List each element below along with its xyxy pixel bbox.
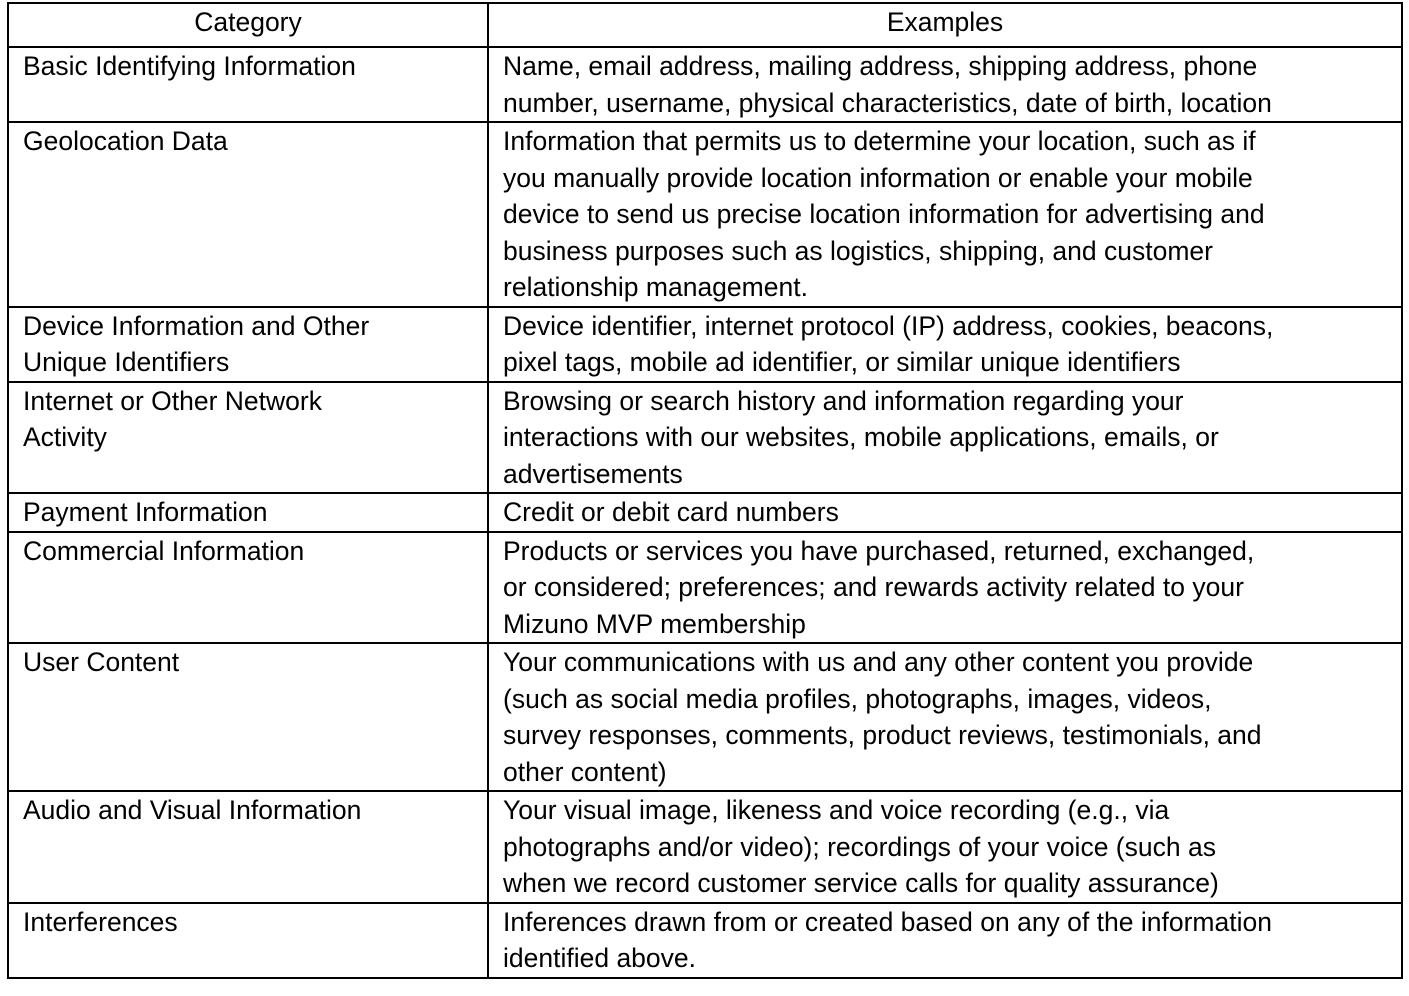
category-cell: Device Information and Other Unique Identifiers — [8, 307, 488, 382]
table-row — [8, 903, 1402, 978]
category-cell: Basic Identifying Information — [8, 47, 488, 122]
examples-cell: Browsing or search history and information regarding your interactions with our websites, mobile applications, emails, or advertisements — [488, 382, 1402, 494]
table-row — [8, 791, 1402, 903]
examples-cell: Your visual image, likeness and voice recording (e.g., via photographs and/or video); recordings of your voice (such as when we record customer service calls for quality assurance) — [488, 791, 1402, 903]
examples-cell: Credit or debit card numbers — [488, 493, 1402, 532]
category-cell: User Content — [8, 643, 488, 791]
category-cell: Commercial Information — [8, 532, 488, 644]
table-row — [8, 47, 1402, 122]
table-row — [8, 122, 1402, 307]
category-cell: Geolocation Data — [8, 122, 488, 307]
examples-cell: Name, email address, mailing address, shipping address, phone number, username, physical characteristics, date of birth, location — [488, 47, 1402, 122]
examples-cell: Information that permits us to determine your location, such as if you manually provide location information or enable your mobile device to send us precise location information for advertising and business purposes such as logistics, shipping, and customer relationship management. — [488, 122, 1402, 307]
category-cell: Interferences — [8, 903, 488, 978]
category-cell: Audio and Visual Information — [8, 791, 488, 903]
examples-cell: Your communications with us and any other content you provide (such as social media profiles, photographs, images, videos, survey responses, comments, product reviews, testimonials, and other content) — [488, 643, 1402, 791]
examples-cell: Device identifier, internet protocol (IP) address, cookies, beacons, pixel tags, mobile ad identifier, or similar unique identifiers — [488, 307, 1402, 382]
category-cell: Payment Information — [8, 493, 488, 532]
table-row — [8, 532, 1402, 644]
data-categories-table — [7, 2, 1403, 979]
category-cell: Internet or Other Network Activity — [8, 382, 488, 494]
header-category: Category — [8, 3, 488, 47]
table-row — [8, 643, 1402, 791]
header-examples: Examples — [488, 3, 1402, 47]
table-row — [8, 307, 1402, 382]
examples-cell: Products or services you have purchased, returned, exchanged, or considered; preferences; and rewards activity related to your Mizuno MVP membership — [488, 532, 1402, 644]
table-row — [8, 382, 1402, 494]
examples-cell: Inferences drawn from or created based on any of the information identified above. — [488, 903, 1402, 978]
table-header-row — [8, 3, 1402, 47]
table-row — [8, 493, 1402, 532]
